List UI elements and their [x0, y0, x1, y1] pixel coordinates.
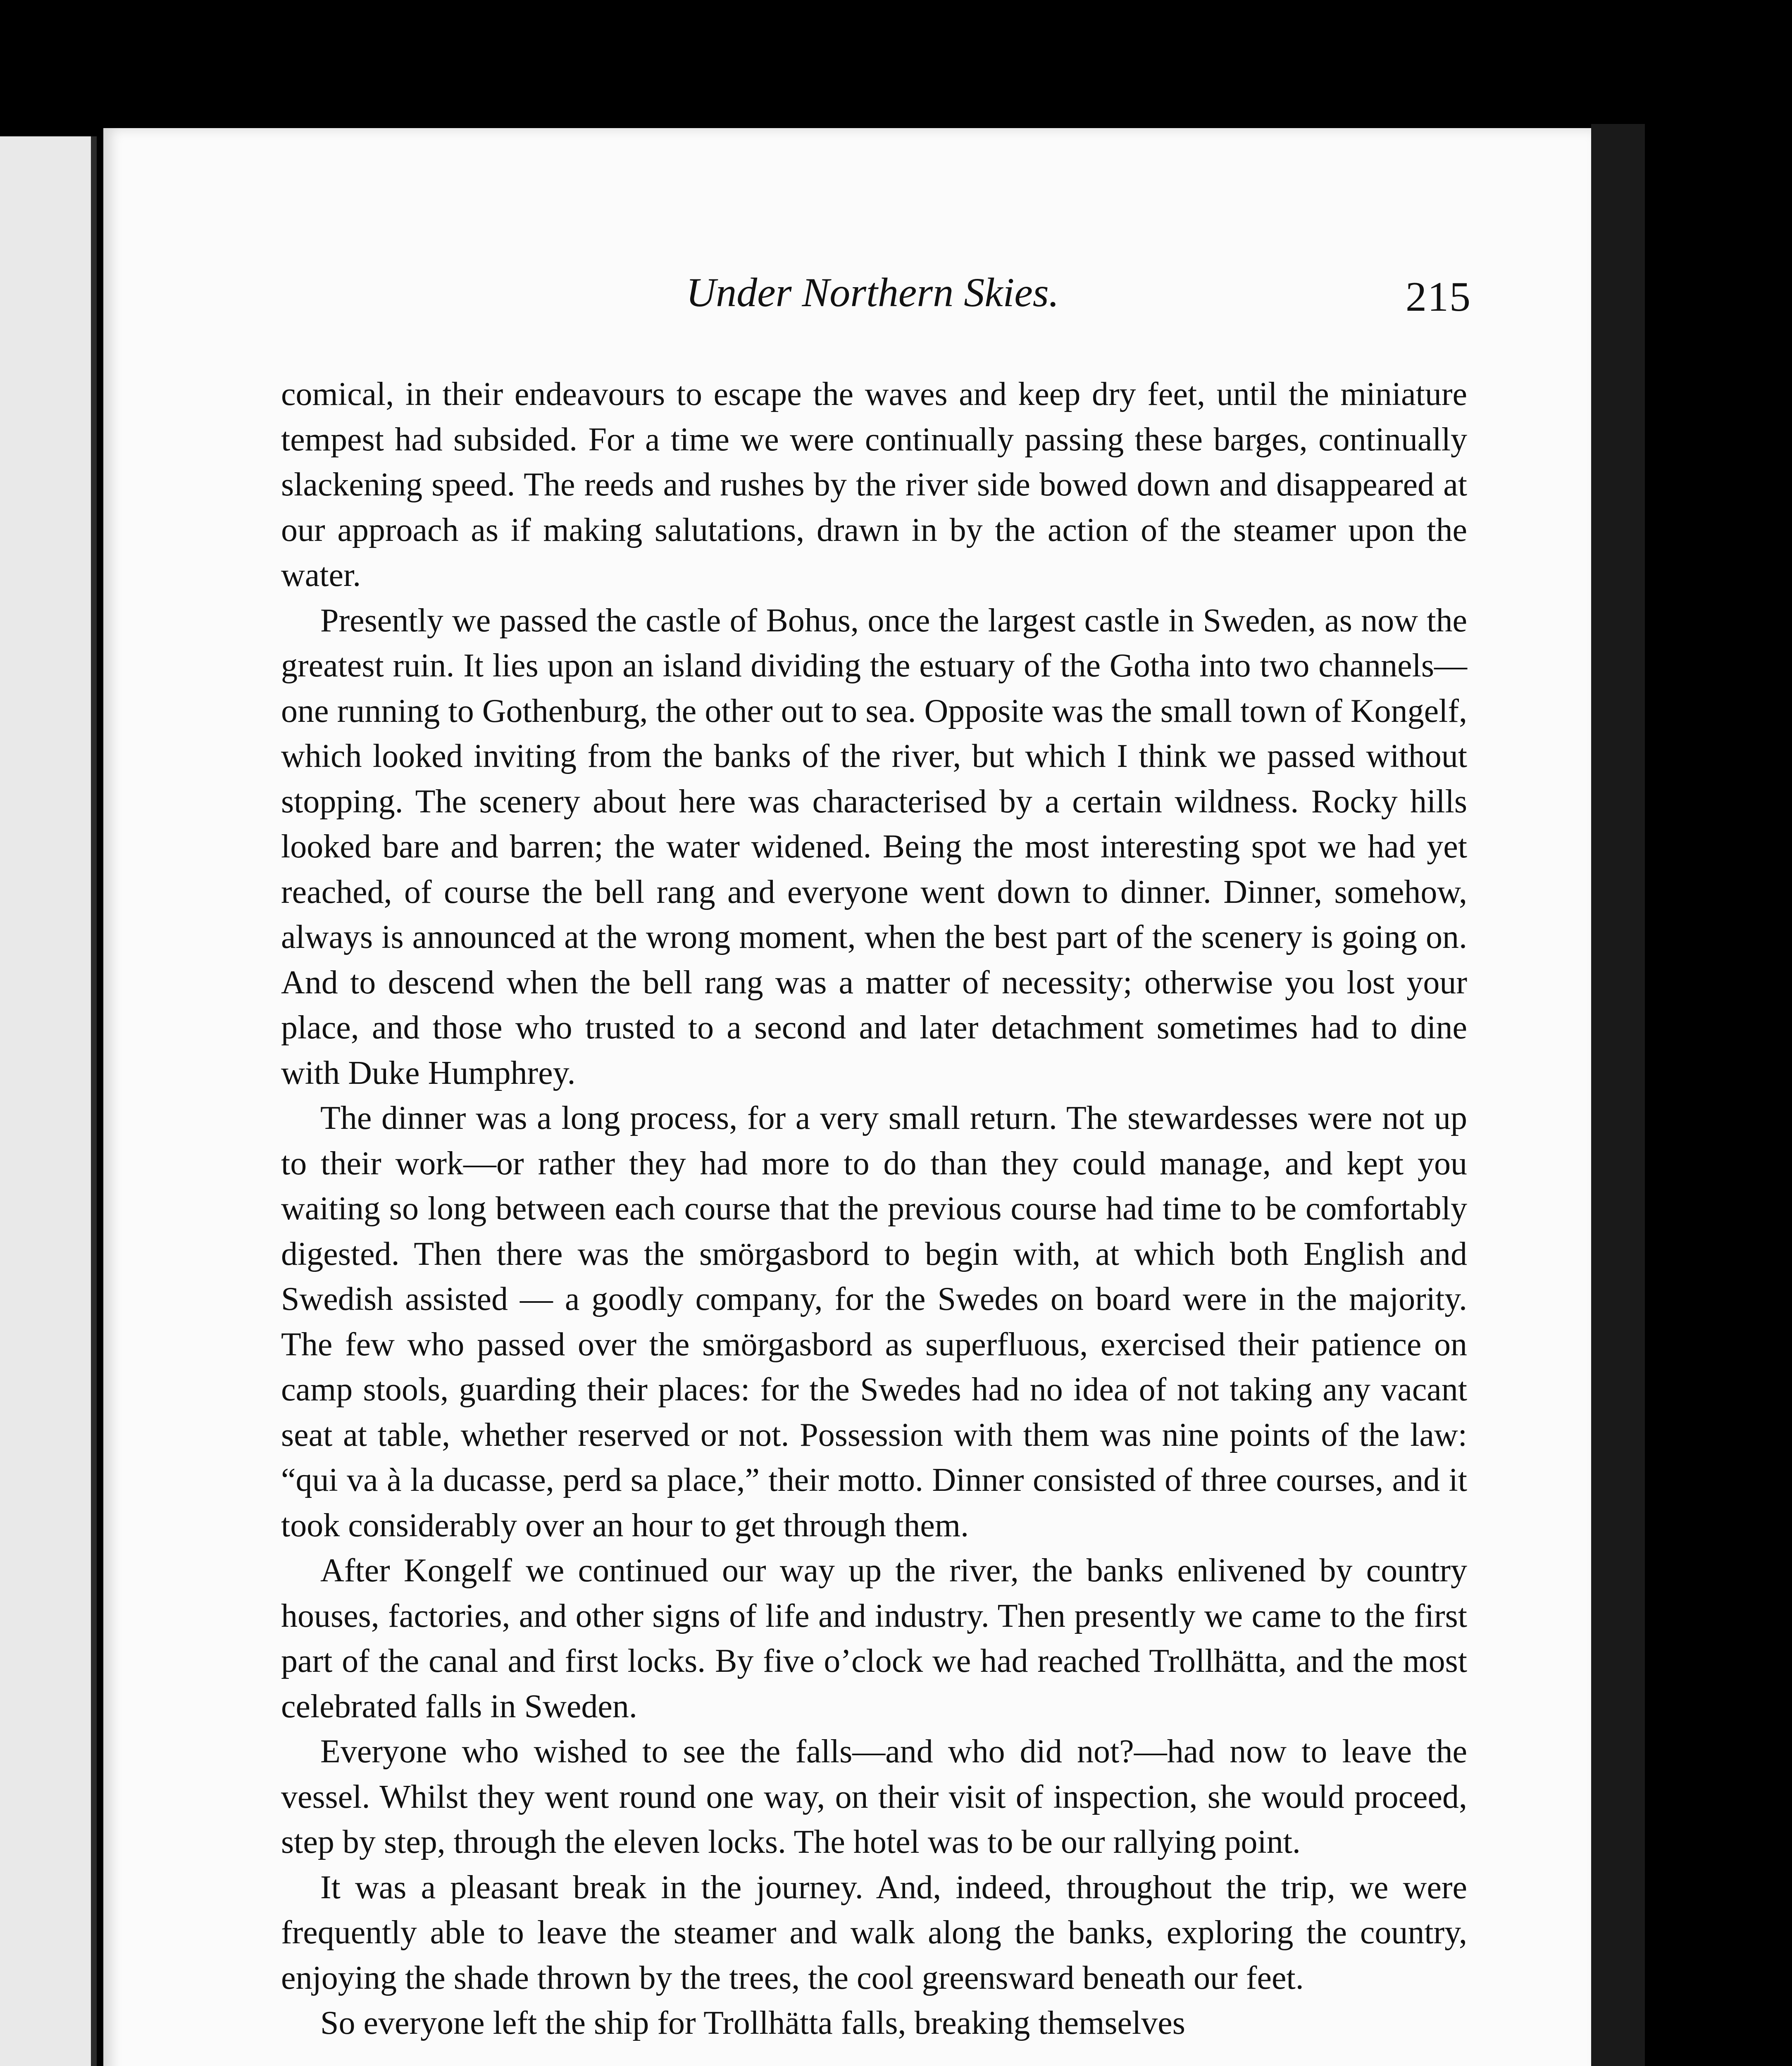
- paragraph: Presently we passed the castle of Bohus, once the largest castle in Sweden, as now the greatest ruin. It lies upon an island dividing the estuary of the Gotha into two channels—one running to Gothenburg, the other out to sea. Opposite was the small town of Kongelf, which looked inviting from the banks of the river, but which I think we passed without stopping. The scenery about here was characterised by a certain wildness. Rocky hills looked bare and barren; the water widened. Being the most interesting spot we had yet reached, of course the bell rang and everyone went down to dinner. Dinner, somehow, always is announced at the wrong moment, when the best part of the scenery is going on. And to descend when the bell rang was a matter of necessity; otherwise you lost your place, and those who trusted to a second and later detachment sometimes had to dine with Duke Humphrey.: [281, 602, 1467, 1091]
- page-header: [285, 269, 1484, 331]
- paragraph: After Kongelf we continued our way up the river, the banks enlivened by country houses, factories, and other signs of life and industry. Then presently we came to the first part of the canal and first locks. By five o’clock we had reached Trollhätta, and the most celebrated falls in Sweden.: [281, 1552, 1467, 1725]
- paragraph: comical, in their endeavours to escape the waves and keep dry feet, until the miniature tempest had subsided. For a time we were continually passing these barges, continually slackening speed. The reeds and rushes by the river side bowed down and disappeared at our approach as if making salutations, drawn in by the action of the steamer upon the water.: [281, 376, 1467, 593]
- paragraph: The dinner was a long process, for a very small return. The stewardesses were not up to their work—or rather they had more to do than they could manage, and kept you waiting so long between each course that the previous course had time to be comfortably digested. Then there was the smörgasbord to begin with, at which both English and Swedish assisted — a goodly company, for the Swedes on board were in the majority. The few who passed over the smörgasbord as superfluous, exercised their patience on camp stools, guarding their places: for the Swedes had no idea of not taking any vacant seat at table, whether reserved or not. Possession with them was nine points of the law: “qui va à la ducasse, perd sa place,” their motto. Dinner consisted of three courses, and it took considerably over an hour to get through them.: [281, 1100, 1467, 1544]
- page-right-edge: [1591, 124, 1645, 2066]
- paragraph: So everyone left the ship for Trollhätta falls, breaking themselves: [320, 2005, 1185, 2041]
- body-text: [281, 372, 1467, 2046]
- paragraph: Everyone who wished to see the falls—and who did not?—had now to leave the vessel. Whilst they went round one way, on their visit of inspection, she would proceed, step by step, through the eleven locks. The hotel was to be our rallying point.: [281, 1733, 1467, 1860]
- paragraph: It was a pleasant break in the journey. And, indeed, throughout the trip, we were frequently able to leave the steamer and walk along the banks, exploring the country, enjoying the shade thrown by the trees, the cool greensward beneath our feet.: [281, 1869, 1467, 1996]
- previous-page-edge: [0, 136, 97, 2066]
- page-number: 215: [1406, 274, 1471, 320]
- running-title: Under Northern Skies.: [686, 269, 1059, 315]
